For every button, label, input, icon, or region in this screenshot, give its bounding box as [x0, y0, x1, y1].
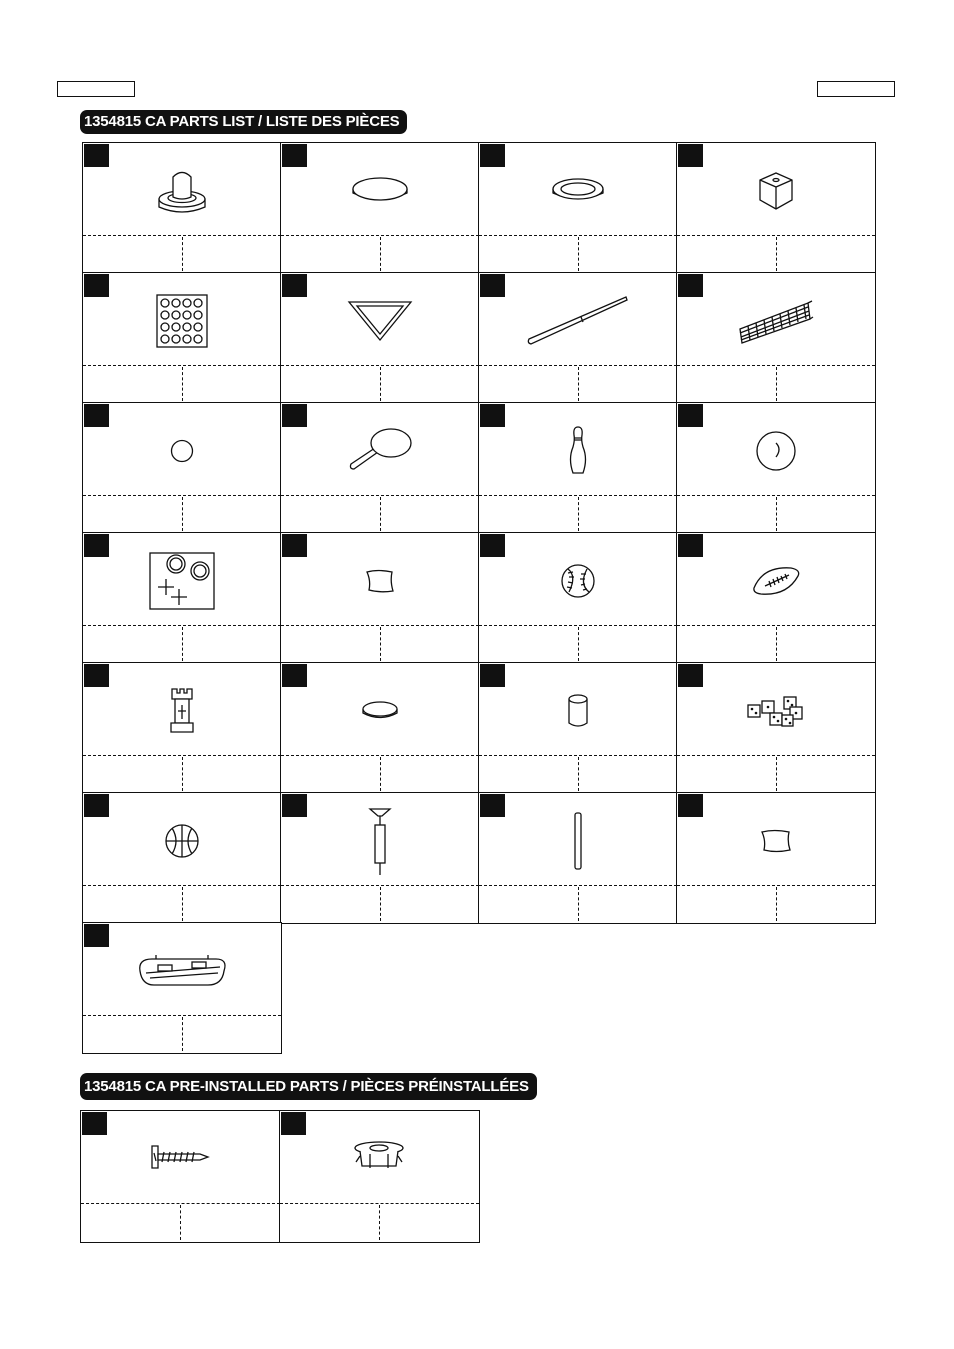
net-icon: [738, 295, 814, 347]
part-cell: [478, 402, 678, 534]
puck-icon: [350, 171, 410, 211]
scoreboard-icon: [134, 951, 230, 991]
part-cell: [676, 272, 876, 404]
part-cell: [82, 532, 282, 664]
preinstalled-cell: [80, 1110, 281, 1243]
triangle-rack-icon: [347, 298, 413, 344]
part-cell: [280, 272, 480, 404]
bowling-pin-icon: [566, 425, 590, 477]
air-pump-icon: [367, 805, 393, 877]
part-cell: [82, 402, 282, 534]
chess-rook-icon: [167, 687, 197, 735]
part-cell: [478, 142, 678, 274]
part-cell: [82, 792, 282, 924]
ring-puck-icon: [548, 171, 608, 211]
part-cell: [280, 662, 480, 794]
part-cell: [676, 662, 876, 794]
baseball-icon: [559, 562, 597, 600]
part-cell: [82, 272, 282, 404]
part-cell: [676, 142, 876, 274]
small-ball-icon: [169, 438, 195, 464]
part-cell: [478, 532, 678, 664]
preinstalled-title: 1354815 CA PRE-INSTALLED PARTS / PIÈCES PRÉINSTALLÉES: [80, 1073, 537, 1100]
air-hockey-pusher-icon: [152, 161, 212, 221]
cue-stick-icon: [526, 295, 630, 347]
parts-list-grid: [82, 142, 874, 1052]
part-cell: [676, 532, 876, 664]
part-cell: [676, 402, 876, 534]
part-cell: [82, 142, 282, 274]
part-cell: [478, 272, 678, 404]
chinese-checkers-board-icon: [155, 293, 209, 349]
part-cell: [478, 792, 678, 924]
tic-tac-toe-set-icon: [148, 551, 216, 611]
paddle-icon: [347, 426, 413, 476]
screw-icon: [150, 1144, 210, 1170]
part-cell: [280, 402, 480, 534]
parts-list-title: 1354815 CA PARTS LIST / LISTE DES PIÈCES: [80, 110, 407, 134]
dice-cup-icon: [565, 693, 591, 729]
cloth-icon: [759, 827, 793, 855]
part-cell: [676, 792, 876, 924]
part-cell: [478, 662, 678, 794]
header-box-left: [57, 81, 135, 97]
chalk-cube-icon: [754, 169, 798, 213]
basketball-icon: [163, 822, 201, 860]
header-box-right: [817, 81, 895, 97]
part-cell: [280, 142, 480, 274]
football-icon: [751, 564, 801, 598]
cam-nut-icon: [352, 1140, 406, 1174]
part-cell: [82, 662, 282, 794]
preinstalled-cell: [279, 1110, 480, 1243]
dice-icon: [744, 693, 808, 729]
preinstalled-grid: [80, 1110, 478, 1241]
part-cell: [280, 532, 480, 664]
part-cell: [82, 922, 282, 1054]
ball-icon: [754, 429, 798, 473]
rod-icon: [572, 811, 584, 871]
part-cell: [280, 792, 480, 924]
bean-bag-icon: [364, 567, 396, 595]
disc-icon: [360, 699, 400, 723]
